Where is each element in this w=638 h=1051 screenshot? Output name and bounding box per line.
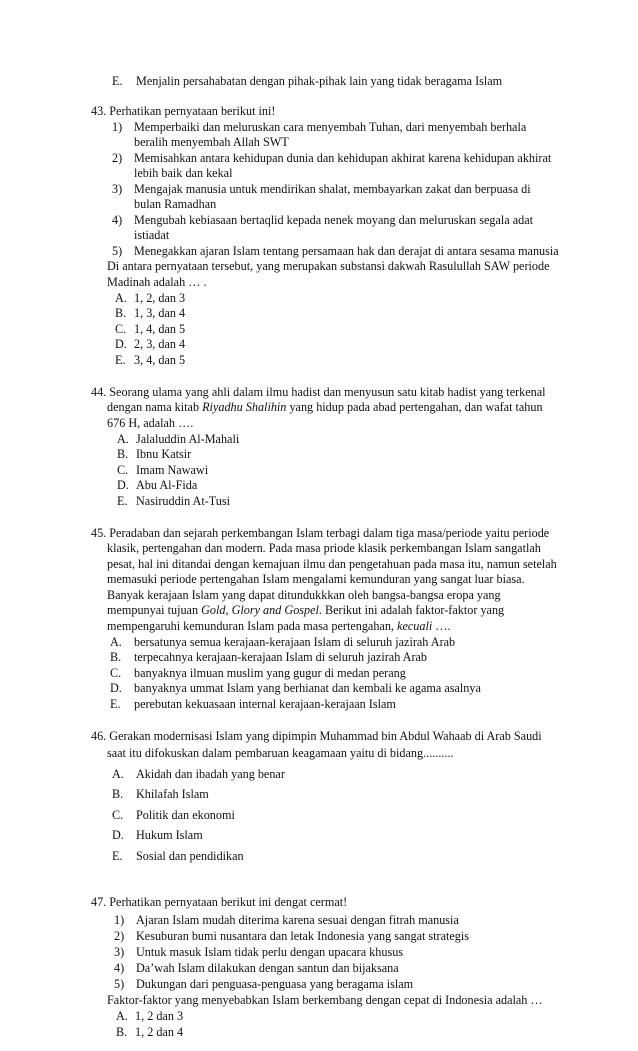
question-text: yang hidup pada abad pertengahan, dan wafat tahun — [286, 400, 543, 414]
question-text: Di antara pernyataan tersebut, yang merupakan substansi dakwah Rasulullah SAW periode — [107, 259, 550, 273]
q43-statement-3-cont — [134, 197, 216, 213]
option-text: banyaknya ilmuan muslim yang gugur di medan perang — [134, 666, 406, 680]
statement-text: istiadat — [134, 228, 170, 242]
question-text: Peradaban dan sejarah perkembangan Islam terbagi dalam tiga masa/periode yaitu periode — [109, 526, 550, 540]
statement-number: 4) — [112, 213, 123, 227]
option-letter: E. — [110, 697, 121, 711]
option-letter: A. — [116, 1009, 128, 1023]
question-text: Banyak kerajaan Islam yang dapat ditundukkkan oleh bangsa-bangsa eropa yang — [107, 588, 501, 602]
question-text: …. — [432, 619, 451, 633]
option-letter: C. — [112, 808, 124, 822]
option-text: Khilafah Islam — [136, 787, 209, 801]
option-letter: A. — [117, 432, 129, 446]
statement-text: lebih baik dan kekal — [134, 166, 233, 180]
q44-option-c[interactable] — [117, 463, 208, 479]
option-text: Menjalin persahabatan dengan pihak-pihak lain yang tidak beragama Islam — [136, 74, 503, 88]
statement-text: Ajaran Islam mudah diterima karena sesuai dengan fitrah manusia — [136, 913, 459, 927]
option-letter: B. — [117, 447, 129, 461]
q44-line-1 — [91, 385, 546, 401]
q44-line-2 — [107, 400, 543, 416]
option-letter: C. — [115, 322, 127, 336]
statement-text: Mengajak manusia untuk mendirikan shalat, membayarkan zakat dan berpuasa di — [134, 182, 531, 196]
question-number: 43. — [91, 104, 107, 118]
q43-option-d[interactable] — [115, 337, 185, 353]
q45-line-1 — [91, 526, 549, 542]
question-text: pesat, hal ini ditandai dengan kemajuan ilmu dan pengetahuan pada masa itu, namun setelah — [107, 557, 557, 571]
q43-statement-3 — [112, 182, 531, 198]
statement-number: 5) — [112, 244, 123, 258]
q45-line-4 — [107, 572, 525, 588]
option-text: Jalaluddin Al-Mahali — [136, 432, 240, 446]
option-text: banyaknya ummat Islam yang berhianat dan kembali ke agama asalnya — [134, 681, 481, 695]
question-text: mempengaruhi kemunduran Islam pada masa pertengahan, — [107, 619, 398, 633]
q46-option-b[interactable] — [112, 787, 209, 803]
q43-statement-1 — [112, 120, 562, 136]
q46-line-2 — [107, 746, 454, 762]
q46-option-e[interactable] — [112, 849, 244, 865]
question-text: . Berikut ini adalah faktor-faktor yang — [318, 603, 505, 617]
q47-statement-5 — [114, 977, 413, 993]
q43-statement-2-cont — [134, 166, 232, 182]
question-stem: Perhatikan pernyataan berikut ini! — [109, 104, 276, 118]
statement-text: Menegakkan ajaran Islam tentang persamaan hak dan derajat di antara sesama manusia — [134, 244, 559, 258]
option-text: Politik dan ekonomi — [136, 808, 235, 822]
q45-option-b[interactable] — [110, 650, 427, 666]
option-text: Nasiruddin At-Tusi — [136, 494, 231, 508]
statement-number: 3) — [112, 182, 123, 196]
option-letter: D. — [112, 828, 124, 842]
question-number: 47. — [91, 895, 107, 909]
option-text: perebutan kekuasaan internal kerajaan-kerajaan Islam — [134, 697, 396, 711]
option-letter: B. — [112, 787, 124, 801]
q45-line-5 — [107, 588, 501, 604]
option-text: 2, 3, dan 4 — [134, 337, 186, 351]
question-text: saat itu difokuskan dalam pembaruan keagamaan yaitu di bidang.......... — [107, 746, 454, 760]
q47-statement-2 — [114, 929, 469, 945]
statement-number: 1) — [114, 913, 125, 927]
option-letter: D. — [115, 337, 127, 351]
option-letter: B. — [115, 306, 127, 320]
question-number: 44. — [91, 385, 107, 399]
statement-text: Dukungan dari penguasa-penguasa yang beragama islam — [136, 977, 414, 991]
q44-option-e[interactable] — [117, 494, 230, 510]
question-text: klasik, pertengahan dan modern. Pada masa priode klasik perkembangan Islam sangatlah — [107, 541, 541, 555]
statement-number: 5) — [114, 977, 125, 991]
option-text: 1, 4, dan 5 — [134, 322, 186, 336]
q45-line-2 — [107, 541, 541, 557]
q46-line-1 — [91, 729, 542, 745]
q43-question-line-1 — [107, 259, 550, 275]
q47-stem — [91, 895, 347, 911]
option-text: 1, 3, dan 4 — [134, 306, 186, 320]
option-text: Abu Al-Fida — [136, 478, 198, 492]
statement-text: bulan Ramadhan — [134, 197, 217, 211]
option-text: Akidah dan ibadah yang benar — [136, 767, 285, 781]
option-letter: E. — [112, 849, 123, 863]
q45-line-3 — [107, 557, 557, 573]
question-text: dengan nama kitab — [107, 400, 203, 414]
q43-stem — [91, 104, 275, 120]
q43-statement-4-cont — [134, 228, 169, 244]
q43-statement-1-cont — [134, 135, 289, 151]
q44-option-a[interactable] — [117, 432, 239, 448]
q47-statement-4 — [114, 961, 399, 977]
q43-statement-2 — [112, 151, 551, 167]
statement-text: Mengubah kebiasaan bertaqlid kepada nenek moyang dan meluruskan segala adat — [134, 213, 533, 227]
question-text: Faktor-faktor yang menyebabkan Islam berkembang dengan cepat di Indonesia adalah … — [107, 993, 543, 1007]
q47-statement-3 — [114, 945, 403, 961]
question-text: Seorang ulama yang ahli dalam ilmu hadist dan menyusun satu kitab hadist yang terkenal — [109, 385, 546, 399]
option-letter: B. — [110, 650, 122, 664]
q46-option-c[interactable] — [112, 808, 235, 824]
statement-text: Memperbaiki dan meluruskan cara menyembah Tuhan, dari menyembah berhala — [134, 120, 527, 134]
q45-option-d[interactable] — [110, 681, 481, 697]
option-text: Ibnu Katsir — [136, 447, 192, 461]
question-stem: Perhatikan pernyataan berikut ini dengat cermat! — [109, 895, 348, 909]
q46-option-a[interactable] — [112, 767, 285, 783]
q44-option-d[interactable] — [117, 478, 197, 494]
q47-option-a[interactable] — [116, 1009, 183, 1025]
q43-option-b[interactable] — [115, 306, 185, 322]
q43-option-a[interactable] — [115, 291, 185, 307]
statement-text: Da’wah Islam dilakukan dengan santun dan bijaksana — [136, 961, 399, 975]
option-text: Hukum Islam — [136, 828, 203, 842]
q45-option-a[interactable] — [110, 635, 455, 651]
statement-text: Memisahkan antara kehidupan dunia dan kehidupan akhirat karena kehidupan akhirat — [134, 151, 552, 165]
option-text: 3, 4, dan 5 — [134, 353, 186, 367]
option-letter: C. — [110, 666, 122, 680]
question-number: 46. — [91, 729, 107, 743]
question-text: 676 H, adalah …. — [107, 416, 194, 430]
q43-question-line-2 — [107, 275, 207, 291]
q45-line-7 — [107, 619, 451, 635]
option-letter: E. — [115, 353, 126, 367]
question-text: memasuki periode pertengahan Islam mengalami kemunduran yang sangat luar biasa. — [107, 572, 525, 586]
option-letter: E. — [112, 74, 123, 88]
statement-text: beralih menyembah Allah SWT — [134, 135, 289, 149]
q43-statement-5 — [112, 244, 559, 260]
option-letter: A. — [112, 767, 124, 781]
q45-option-c[interactable] — [110, 666, 406, 682]
option-letter: E. — [117, 494, 128, 508]
question-number: 45. — [91, 526, 107, 540]
question-text: Madinah adalah … . — [107, 275, 207, 289]
option-letter: A. — [110, 635, 122, 649]
prev-option-e — [112, 74, 502, 90]
q44-line-3 — [107, 416, 193, 432]
option-text: terpecahnya kerajaan-kerajaan Islam di seluruh jazirah Arab — [134, 650, 428, 664]
option-text: Sosial dan pendidikan — [136, 849, 244, 863]
q45-option-e[interactable] — [110, 697, 396, 713]
q43-option-e[interactable] — [115, 353, 185, 369]
book-title: Riyadhu Shalihin — [202, 400, 287, 414]
option-text: 1, 2 dan 4 — [135, 1025, 184, 1039]
statement-number: 2) — [112, 151, 123, 165]
question-text: mempunyai tujuan — [107, 603, 202, 617]
option-text: 1, 2 dan 3 — [135, 1009, 184, 1023]
q47-option-b[interactable] — [116, 1025, 183, 1041]
statement-text: Untuk masuk Islam tidak perlu dengan upacara khusus — [136, 945, 404, 959]
italic-phrase: Gold, Glory and Gospel — [201, 603, 319, 617]
option-letter: C. — [117, 463, 129, 477]
q43-option-c[interactable] — [115, 322, 185, 338]
question-text: Gerakan modernisasi Islam yang dipimpin Muhammad bin Abdul Wahaab di Arab Saudi — [109, 729, 542, 743]
q46-option-d[interactable] — [112, 828, 203, 844]
statement-number: 3) — [114, 945, 125, 959]
statement-number: 1) — [112, 120, 123, 134]
q47-statement-1 — [114, 913, 459, 929]
option-text: 1, 2, dan 3 — [134, 291, 186, 305]
q43-statement-4 — [112, 213, 533, 229]
statement-text: Kesuburan bumi nusantara dan letak Indonesia yang sangat strategis — [136, 929, 470, 943]
option-letter: B. — [116, 1025, 128, 1039]
italic-word: kecuali — [397, 619, 433, 633]
option-letter: A. — [115, 291, 127, 305]
statement-number: 2) — [114, 929, 125, 943]
option-text: Imam Nawawi — [136, 463, 209, 477]
q47-question — [107, 993, 543, 1009]
q45-line-6 — [107, 603, 504, 619]
q44-option-b[interactable] — [117, 447, 191, 463]
option-text: bersatunya semua kerajaan-kerajaan Islam di seluruh jazirah Arab — [134, 635, 456, 649]
statement-number: 4) — [114, 961, 125, 975]
option-letter: D. — [110, 681, 122, 695]
option-letter: D. — [117, 478, 129, 492]
